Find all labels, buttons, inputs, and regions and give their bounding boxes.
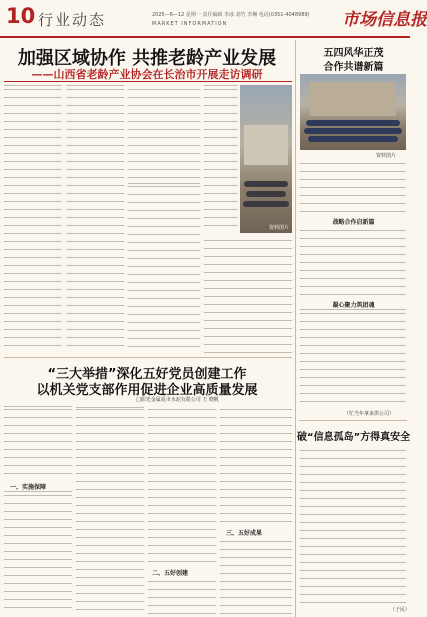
second-text-column-4b	[220, 537, 292, 615]
lead-headline: 加强区域协作 共推老龄产业发展	[17, 48, 277, 69]
lead-text-column-3b	[128, 182, 200, 353]
lead-text-column-4	[204, 85, 238, 233]
second-subhead-2: 二、五好创建	[152, 570, 189, 577]
second-text-column-1b	[4, 491, 72, 615]
lead-subheadline: ——山西省老龄产业协会在长治市开展走访调研	[31, 68, 263, 81]
second-text-column-1a	[4, 405, 72, 480]
second-byline: □阳光金属夏市水泥有限公司 王 晓帆	[136, 397, 219, 403]
right-article-footer: （忙当年拿来供公司）	[344, 411, 395, 417]
lead-text-column-5	[204, 236, 292, 353]
lead-text-column-3a	[128, 85, 200, 179]
bottom-right-text	[300, 446, 406, 604]
lead-photo-caption: 资料图片	[268, 225, 289, 231]
column-divider	[295, 40, 296, 617]
page-number: 10	[6, 4, 36, 28]
right-headline-line2: 合作共谱新篇	[323, 62, 384, 73]
lead-photo	[240, 85, 292, 233]
second-headline-line2: 以机关党支部作用促进企业高质量发展	[36, 383, 258, 398]
section-title: 行业动态	[38, 11, 107, 29]
page-header	[0, 0, 427, 38]
second-headline-line1: “三大举措”深化五好党员创建工作	[47, 367, 247, 382]
second-text-column-4a	[220, 405, 292, 525]
article-separator	[4, 357, 292, 358]
second-subhead-1: 一、实施保障	[10, 484, 47, 491]
right-photo-caption: 资料图片	[376, 153, 397, 159]
right-subhead-2: 凝心聚力筑团魂	[332, 302, 375, 309]
right-headline-line1: 五四风华正茂	[323, 48, 384, 59]
right-text-block-1	[300, 159, 406, 215]
right-article-separator	[299, 420, 407, 421]
bottom-right-footer: （于民）	[390, 607, 411, 613]
right-subhead-1: 战略合作启新篇	[332, 219, 375, 226]
lead-text-column-1	[4, 85, 62, 353]
bottom-right-headline: 破“信息孤岛”方得真安全	[297, 432, 411, 443]
lead-text-column-2	[66, 85, 124, 353]
right-text-block-2	[300, 226, 406, 298]
right-photo	[300, 74, 406, 150]
second-text-column-3a	[148, 405, 216, 565]
newspaper-logo: 市场信息报	[342, 10, 427, 30]
second-subhead-3: 三、五好成果	[226, 530, 263, 537]
second-text-column-3b	[148, 577, 216, 615]
section-en: MARKET INFORMATION	[152, 21, 228, 27]
second-text-column-2	[76, 405, 144, 615]
headline-rule	[4, 81, 292, 82]
right-text-block-3	[300, 309, 406, 409]
date-line: 2025—6—12 星期一 责任编辑 李冰 刘竹 李琳 电话(0351-4048989)	[152, 12, 310, 18]
